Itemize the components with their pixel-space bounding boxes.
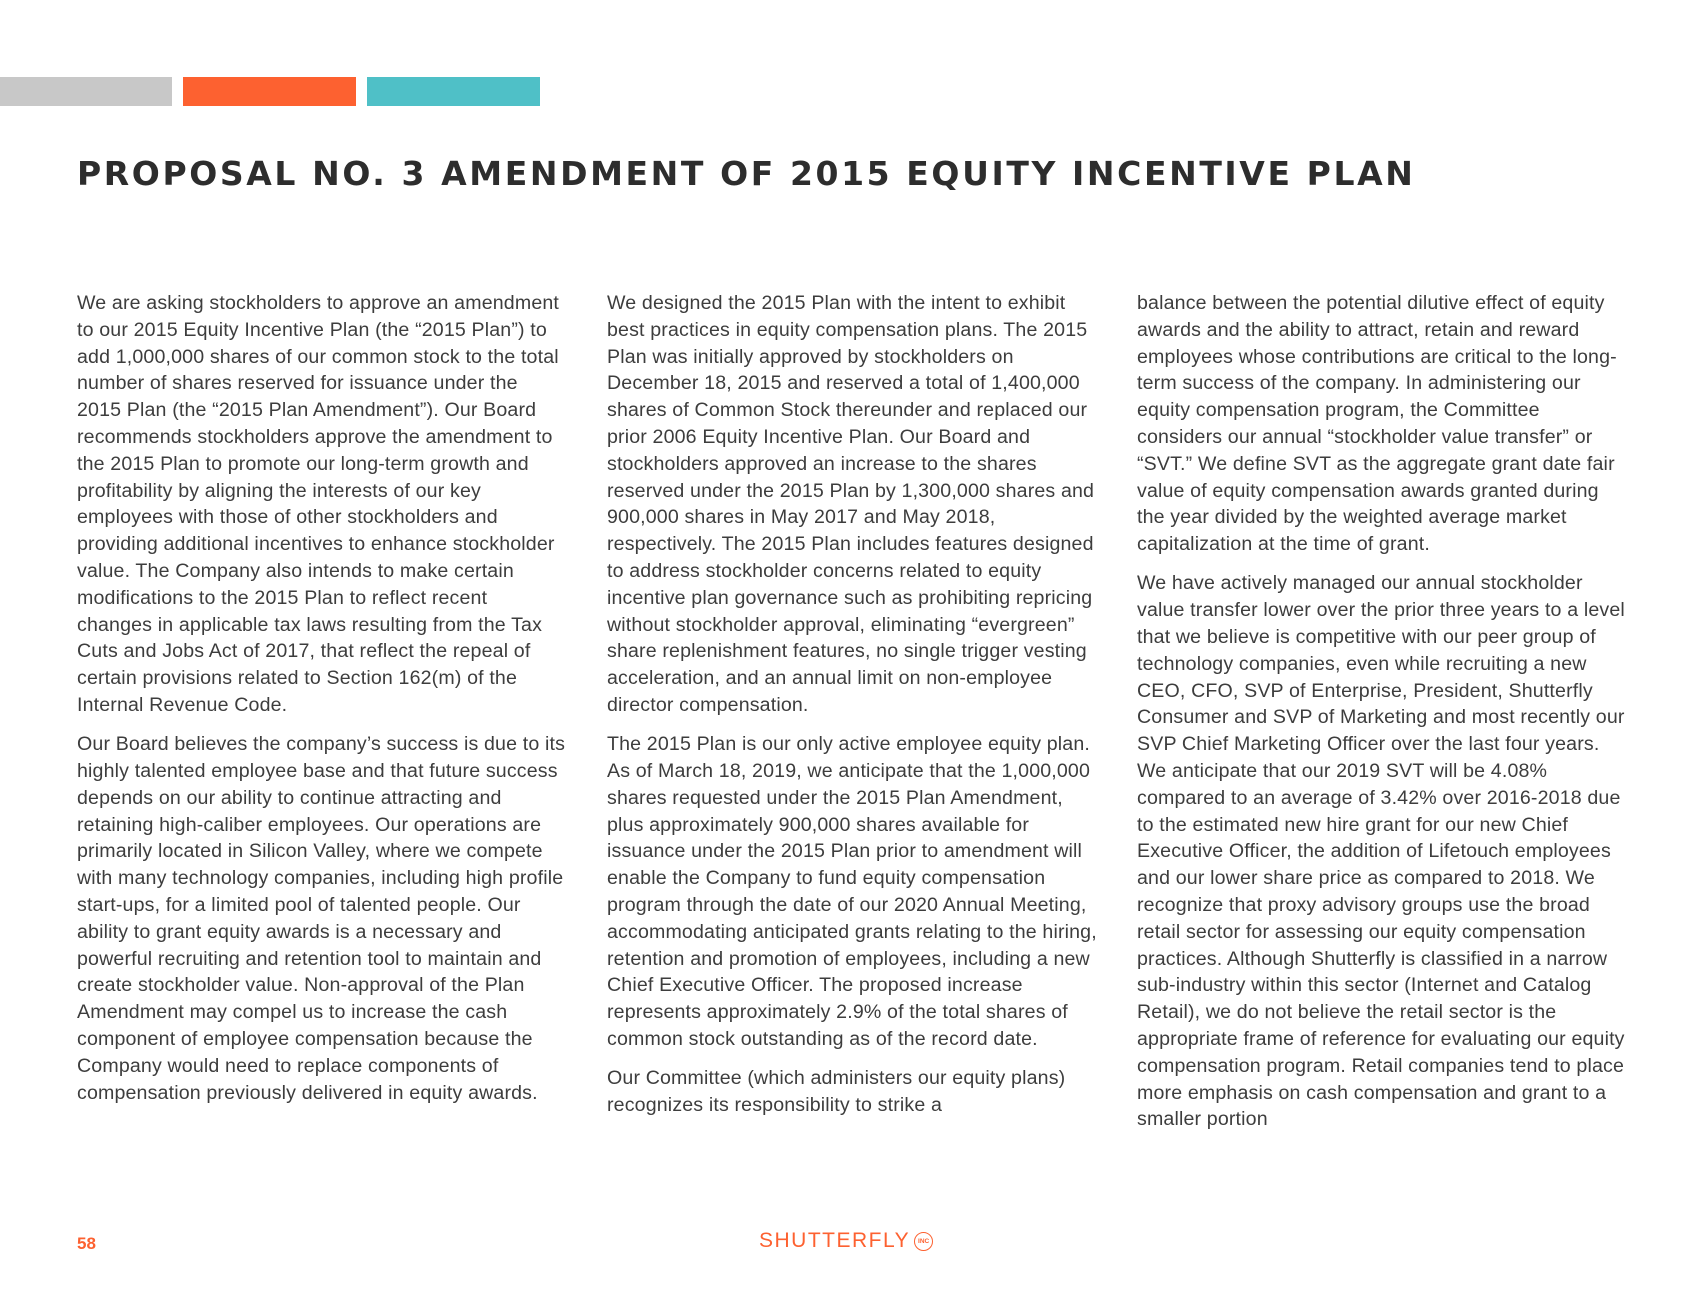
logo-wordmark: SHUTTERFLY (759, 1229, 911, 1252)
paragraph: We are asking stockholders to approve an amendment to our 2015 Equity Incentive Plan (the “2015 Plan”) to add 1,000,000 shares of our common stock to the total number of shares reserved for issuance under the 2015 Plan (the “2015 Plan Amendment”). Our Board recommends stockholders approve the amendment to the 2015 Plan to promote our long-term growth and profitability by aligning the interests of our key employees with those of other stockholders and providing additional incentives to enhance stockholder value. The Company also intends to make certain modifications to the 2015 Plan to reflect recent changes in applicable tax laws resulting from the Tax Cuts and Jobs Act of 2017, that reflect the repeal of certain provisions related to Section 162(m) of the Internal Revenue Code. (77, 292, 560, 716)
decorative-bar-orange (183, 77, 356, 106)
text-column-1 (77, 290, 567, 1119)
paragraph: Our Board believes the company’s success is due to its highly talented employee base and that future success depends on our ability to continue attracting and retaining high-caliber employees. Our operations are primarily located in Silicon Valley, where we compete with many technology companies, including high profile start-ups, for a limited pool of talented people. Our ability to grant equity awards is a necessary and powerful recruiting and retention tool to maintain and create stockholder value. Non-approval of the Plan Amendment may compel us to increase the cash component of employee compensation because the Company would need to replace components of compensation previously delivered in equity awards. (77, 733, 566, 1104)
decorative-bar-teal (367, 77, 540, 106)
decorative-bar-gray (0, 77, 172, 106)
shutterfly-logo (759, 1229, 933, 1253)
page-number: 58 (77, 1234, 96, 1253)
text-column-3 (1137, 290, 1627, 1146)
paragraph: We designed the 2015 Plan with the intent to exhibit best practices in equity compensation plans. The 2015 Plan was initially approved by stockholders on December 18, 2015 and reserved a total of 1,400,000 shares of Common Stock thereunder and replaced our prior 2006 Equity Incentive Plan. Our Board and stockholders approved an increase to the shares reserved under the 2015 Plan by 1,300,000 shares and 900,000 shares in May 2017 and May 2018, respectively. The 2015 Plan includes features designed to address stockholder concerns related to equity incentive plan governance such as prohibiting repricing without stockholder approval, eliminating “evergreen” share replenishment features, no single trigger vesting acceleration, and an annual limit on non-employee director compensation. (607, 292, 1095, 716)
text-column-2 (607, 290, 1097, 1131)
inc-badge-icon: INC (914, 1232, 933, 1251)
paragraph: Our Committee (which administers our equity plans) recognizes its responsibility to strike a (607, 1067, 1066, 1117)
page-title: PROPOSAL NO. 3 AMENDMENT OF 2015 EQUITY INCENTIVE PLAN (77, 154, 1416, 193)
paragraph: balance between the potential dilutive effect of equity awards and the ability to attract, retain and reward employees whose contributions are critical to the long-term success of the company. In administering our equity compensation program, the Committee considers our annual “stockholder value transfer” or “SVT.” We define SVT as the aggregate grant date fair value of equity compensation awards granted during the year divided by the weighted average market capitalization at the time of grant. (1137, 292, 1617, 556)
paragraph: We have actively managed our annual stockholder value transfer lower over the prior three years to a level that we believe is competitive with our peer group of technology companies, even while recruiting a new CEO, CFO, SVP of Enterprise, President, Shutterfly Consumer and SVP of Marketing and most recently our SVP Chief Marketing Officer over the last four years. We anticipate that our 2019 SVT will be 4.08% compared to an average of 3.42% over 2016-2018 due to the estimated new hire grant for our new Chief Executive Officer, the addition of Lifetouch employees and our lower share price as compared to 2018. We recognize that proxy advisory groups use the broad retail sector for assessing our equity compensation practices. Although Shutterfly is classified in a narrow sub-industry within this sector (Internet and Catalog Retail), we do not believe the retail sector is the appropriate frame of reference for evaluating our equity compensation program. Retail companies tend to place more emphasis on cash compensation and grant to a smaller portion (1137, 572, 1625, 1131)
paragraph: The 2015 Plan is our only active employee equity plan. As of March 18, 2019, we anticipate that the 1,000,000 shares requested under the 2015 Plan Amendment, plus approximately 900,000 shares available for issuance under the 2015 Plan prior to amendment will enable the Company to fund equity compensation program through the date of our 2020 Annual Meeting, accommodating anticipated grants relating to the hiring, retention and promotion of employees, including a new Chief Executive Officer. The proposed increase represents approximately 2.9% of the total shares of common stock outstanding as of the record date. (607, 733, 1097, 1051)
